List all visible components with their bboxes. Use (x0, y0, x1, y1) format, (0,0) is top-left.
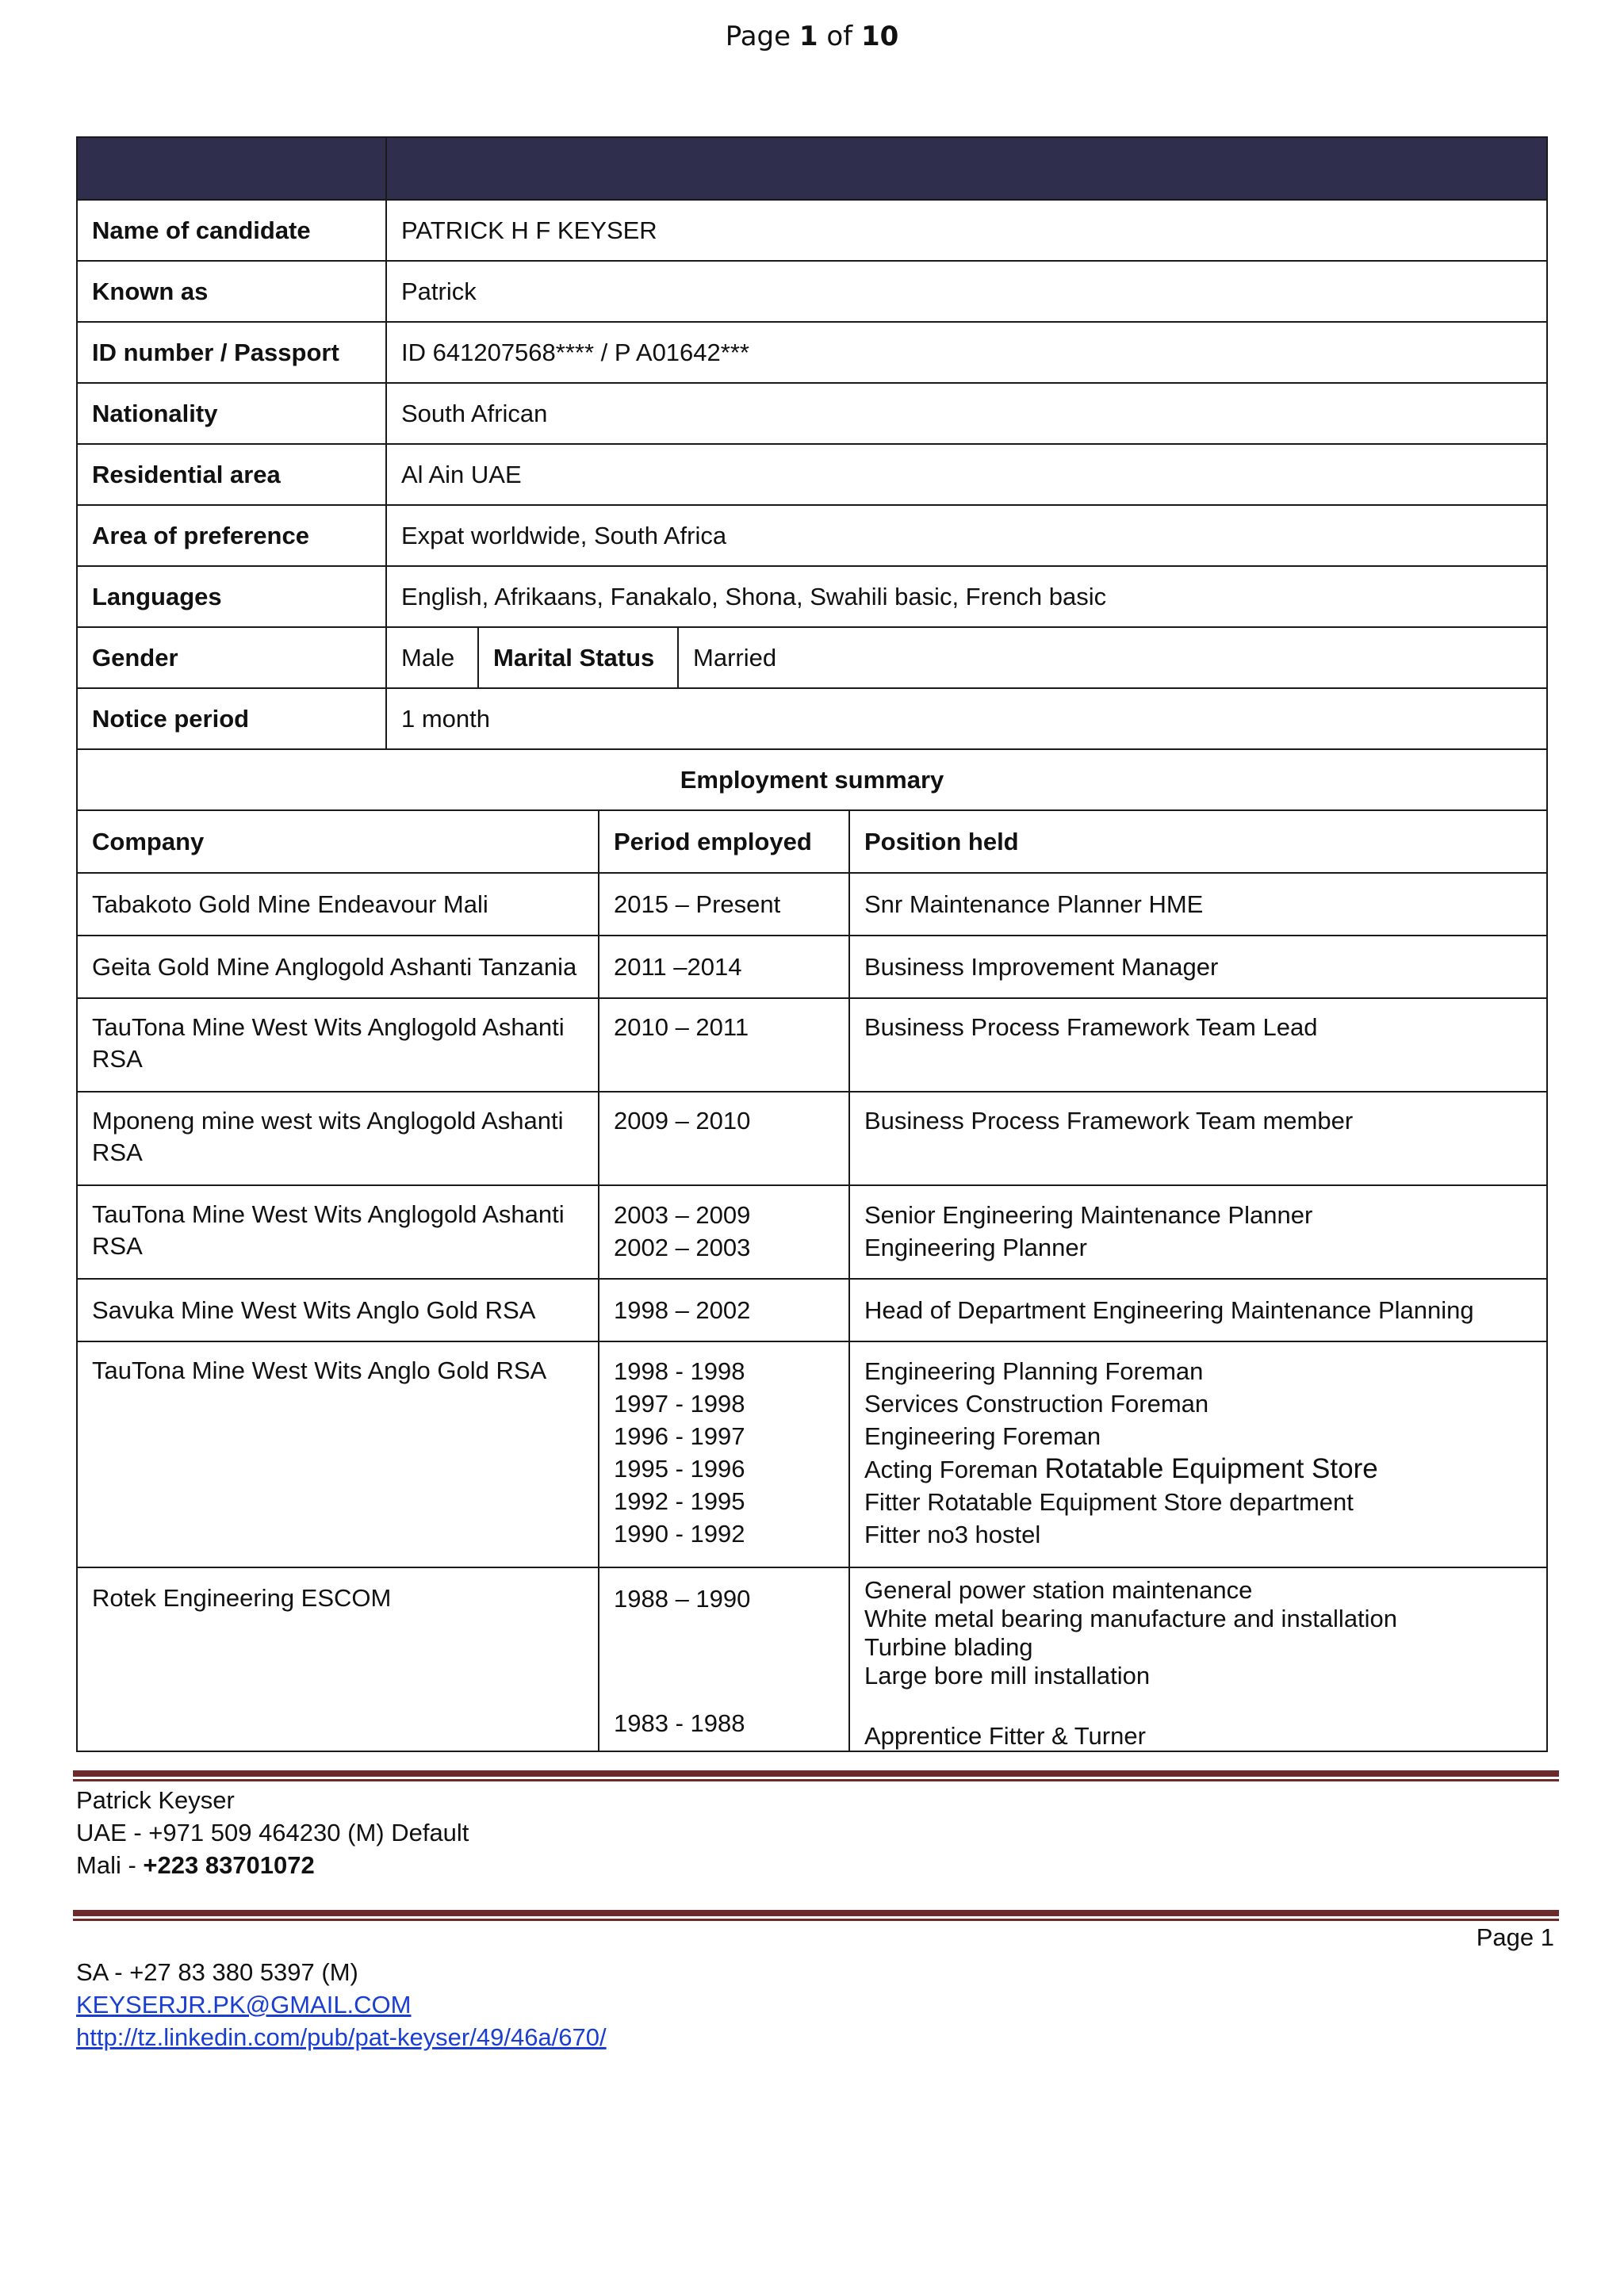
position-cell: Business Improvement Manager (849, 936, 1547, 998)
linkedin-link[interactable]: http://tz.linkedin.com/pub/pat-keyser/49/46a/670/ (76, 2023, 607, 2051)
company-cell: TauTona Mine West Wits Anglogold Ashanti RSA (77, 998, 599, 1092)
table-row (77, 1341, 1547, 1567)
company-cell: Rotek Engineering ESCOM (77, 1567, 599, 1751)
position-line: Fitter Rotatable Equipment Store department (864, 1488, 1354, 1516)
preference-label: Area of preference (77, 505, 386, 566)
position-line: Large bore mill installation (864, 1662, 1151, 1689)
company-cell: Savuka Mine West Wits Anglo Gold RSA (77, 1279, 599, 1341)
name-label: Name of candidate (77, 200, 386, 261)
position-line: Engineering Planner (864, 1234, 1087, 1261)
known-label: Known as (77, 261, 386, 322)
of-word: of (826, 21, 853, 52)
notice-label: Notice period (77, 688, 386, 749)
table-row (77, 1279, 1547, 1341)
position-line: Senior Engineering Maintenance Planner (864, 1201, 1313, 1229)
table-row (77, 1092, 1547, 1185)
position-cell (849, 1341, 1547, 1567)
languages-label: Languages (77, 566, 386, 627)
period-cell (599, 1567, 849, 1751)
position-header: Position held (849, 810, 1547, 873)
profile-row-preference (77, 505, 1547, 566)
company-header: Company (77, 810, 599, 873)
id-value: ID 641207568**** / P A01642*** (386, 322, 1547, 383)
contact-name: Patrick Keyser (76, 1786, 235, 1814)
marital-value: Married (678, 627, 1547, 688)
profile-row-notice (77, 688, 1547, 749)
page-total: 10 (860, 21, 899, 52)
page-header (0, 21, 1624, 52)
languages-value: English, Afrikaans, Fanakalo, Shona, Swahili basic, French basic (386, 566, 1547, 627)
table-row (77, 1567, 1547, 1751)
contact-uae-phone: UAE - +971 509 464230 (M) Default (76, 1819, 469, 1846)
company-cell: Geita Gold Mine Anglogold Ashanti Tanzania (77, 936, 599, 998)
contact-sa-phone: SA - +27 83 380 5397 (M) (76, 1958, 358, 1986)
acting-foreman-text: Acting Foreman (864, 1456, 1038, 1483)
period-line: 1988 – 1990 (614, 1585, 751, 1613)
page-word: Page (725, 21, 791, 52)
company-cell: Tabakoto Gold Mine Endeavour Mali (77, 873, 599, 936)
position-line: Engineering Planning Foreman (864, 1357, 1204, 1385)
footer-divider-bottom (73, 1910, 1559, 1921)
period-cell (599, 1185, 849, 1279)
employment-header-row (77, 810, 1547, 873)
position-cell: Business Process Framework Team Lead (849, 998, 1547, 1092)
table-row (77, 873, 1547, 936)
nationality-value: South African (386, 383, 1547, 444)
position-line (864, 1452, 1532, 1486)
position-line: Turbine blading (864, 1633, 1033, 1661)
contact-mali-phone (76, 1849, 469, 1881)
acting-foreman-suffix: Rotatable Equipment Store (1044, 1453, 1378, 1484)
period-line: 1996 - 1997 (614, 1422, 745, 1450)
profile-row-languages (77, 566, 1547, 627)
company-cell: Mponeng mine west wits Anglogold Ashanti RSA (77, 1092, 599, 1185)
footer-divider-top (73, 1770, 1559, 1781)
contact-block-primary (76, 1784, 469, 1881)
mali-prefix: Mali - (76, 1851, 144, 1879)
position-cell (849, 1567, 1547, 1751)
profile-row-residential (77, 444, 1547, 505)
company-cell: TauTona Mine West Wits Anglogold Ashanti RSA (77, 1185, 599, 1279)
profile-row-id (77, 322, 1547, 383)
profile-row-nationality (77, 383, 1547, 444)
name-value: PATRICK H F KEYSER (386, 200, 1547, 261)
table-header-band (77, 137, 1547, 200)
position-cell: Snr Maintenance Planner HME (849, 873, 1547, 936)
id-label: ID number / Passport (77, 322, 386, 383)
known-value: Patrick (386, 261, 1547, 322)
table-row (77, 998, 1547, 1092)
period-line: 1992 - 1995 (614, 1487, 745, 1515)
position-line: General power station maintenance (864, 1576, 1253, 1604)
table-row (77, 1185, 1547, 1279)
profile-row-known (77, 261, 1547, 322)
profile-row-name (77, 200, 1547, 261)
position-line: Engineering Foreman (864, 1422, 1101, 1450)
nationality-label: Nationality (77, 383, 386, 444)
table-row (77, 936, 1547, 998)
period-line: 2002 – 2003 (614, 1234, 751, 1261)
period-line: 1983 - 1988 (614, 1709, 745, 1737)
preference-value: Expat worldwide, South Africa (386, 505, 1547, 566)
period-cell: 1998 – 2002 (599, 1279, 849, 1341)
residential-label: Residential area (77, 444, 386, 505)
employment-table (76, 809, 1548, 1752)
period-header: Period employed (599, 810, 849, 873)
period-cell: 2009 – 2010 (599, 1092, 849, 1185)
candidate-profile-table (76, 136, 1548, 811)
contact-block-secondary (76, 1956, 607, 2053)
notice-value: 1 month (386, 688, 1547, 749)
period-line: 1998 - 1998 (614, 1357, 745, 1385)
position-cell: Head of Department Engineering Maintenance Planning (849, 1279, 1547, 1341)
position-line: Services Construction Foreman (864, 1390, 1209, 1418)
marital-label: Marital Status (478, 627, 678, 688)
period-line: 1997 - 1998 (614, 1390, 745, 1418)
employment-summary-title: Employment summary (77, 749, 1547, 810)
period-cell: 2010 – 2011 (599, 998, 849, 1092)
period-line: 1995 - 1996 (614, 1455, 745, 1483)
period-cell: 2015 – Present (599, 873, 849, 936)
period-cell (599, 1341, 849, 1567)
position-cell (849, 1185, 1547, 1279)
residential-value: Al Ain UAE (386, 444, 1547, 505)
summary-title-row (77, 749, 1547, 810)
position-line: Apprentice Fitter & Turner (864, 1722, 1146, 1750)
gender-value: Male (386, 627, 478, 688)
period-line: 2003 – 2009 (614, 1201, 751, 1229)
gender-label: Gender (77, 627, 386, 688)
company-cell: TauTona Mine West Wits Anglo Gold RSA (77, 1341, 599, 1567)
position-line: White metal bearing manufacture and installation (864, 1605, 1398, 1632)
page-footer: Page 1 (1476, 1923, 1554, 1951)
position-cell: Business Process Framework Team member (849, 1092, 1547, 1185)
period-line: 1990 - 1992 (614, 1520, 745, 1548)
profile-row-gender (77, 627, 1547, 688)
email-link[interactable]: KEYSERJR.PK@GMAIL.COM (76, 1991, 412, 2019)
position-line: Fitter no3 hostel (864, 1521, 1041, 1548)
period-cell: 2011 –2014 (599, 936, 849, 998)
mali-number: +223 83701072 (143, 1851, 315, 1879)
page-number: 1 (799, 21, 818, 52)
